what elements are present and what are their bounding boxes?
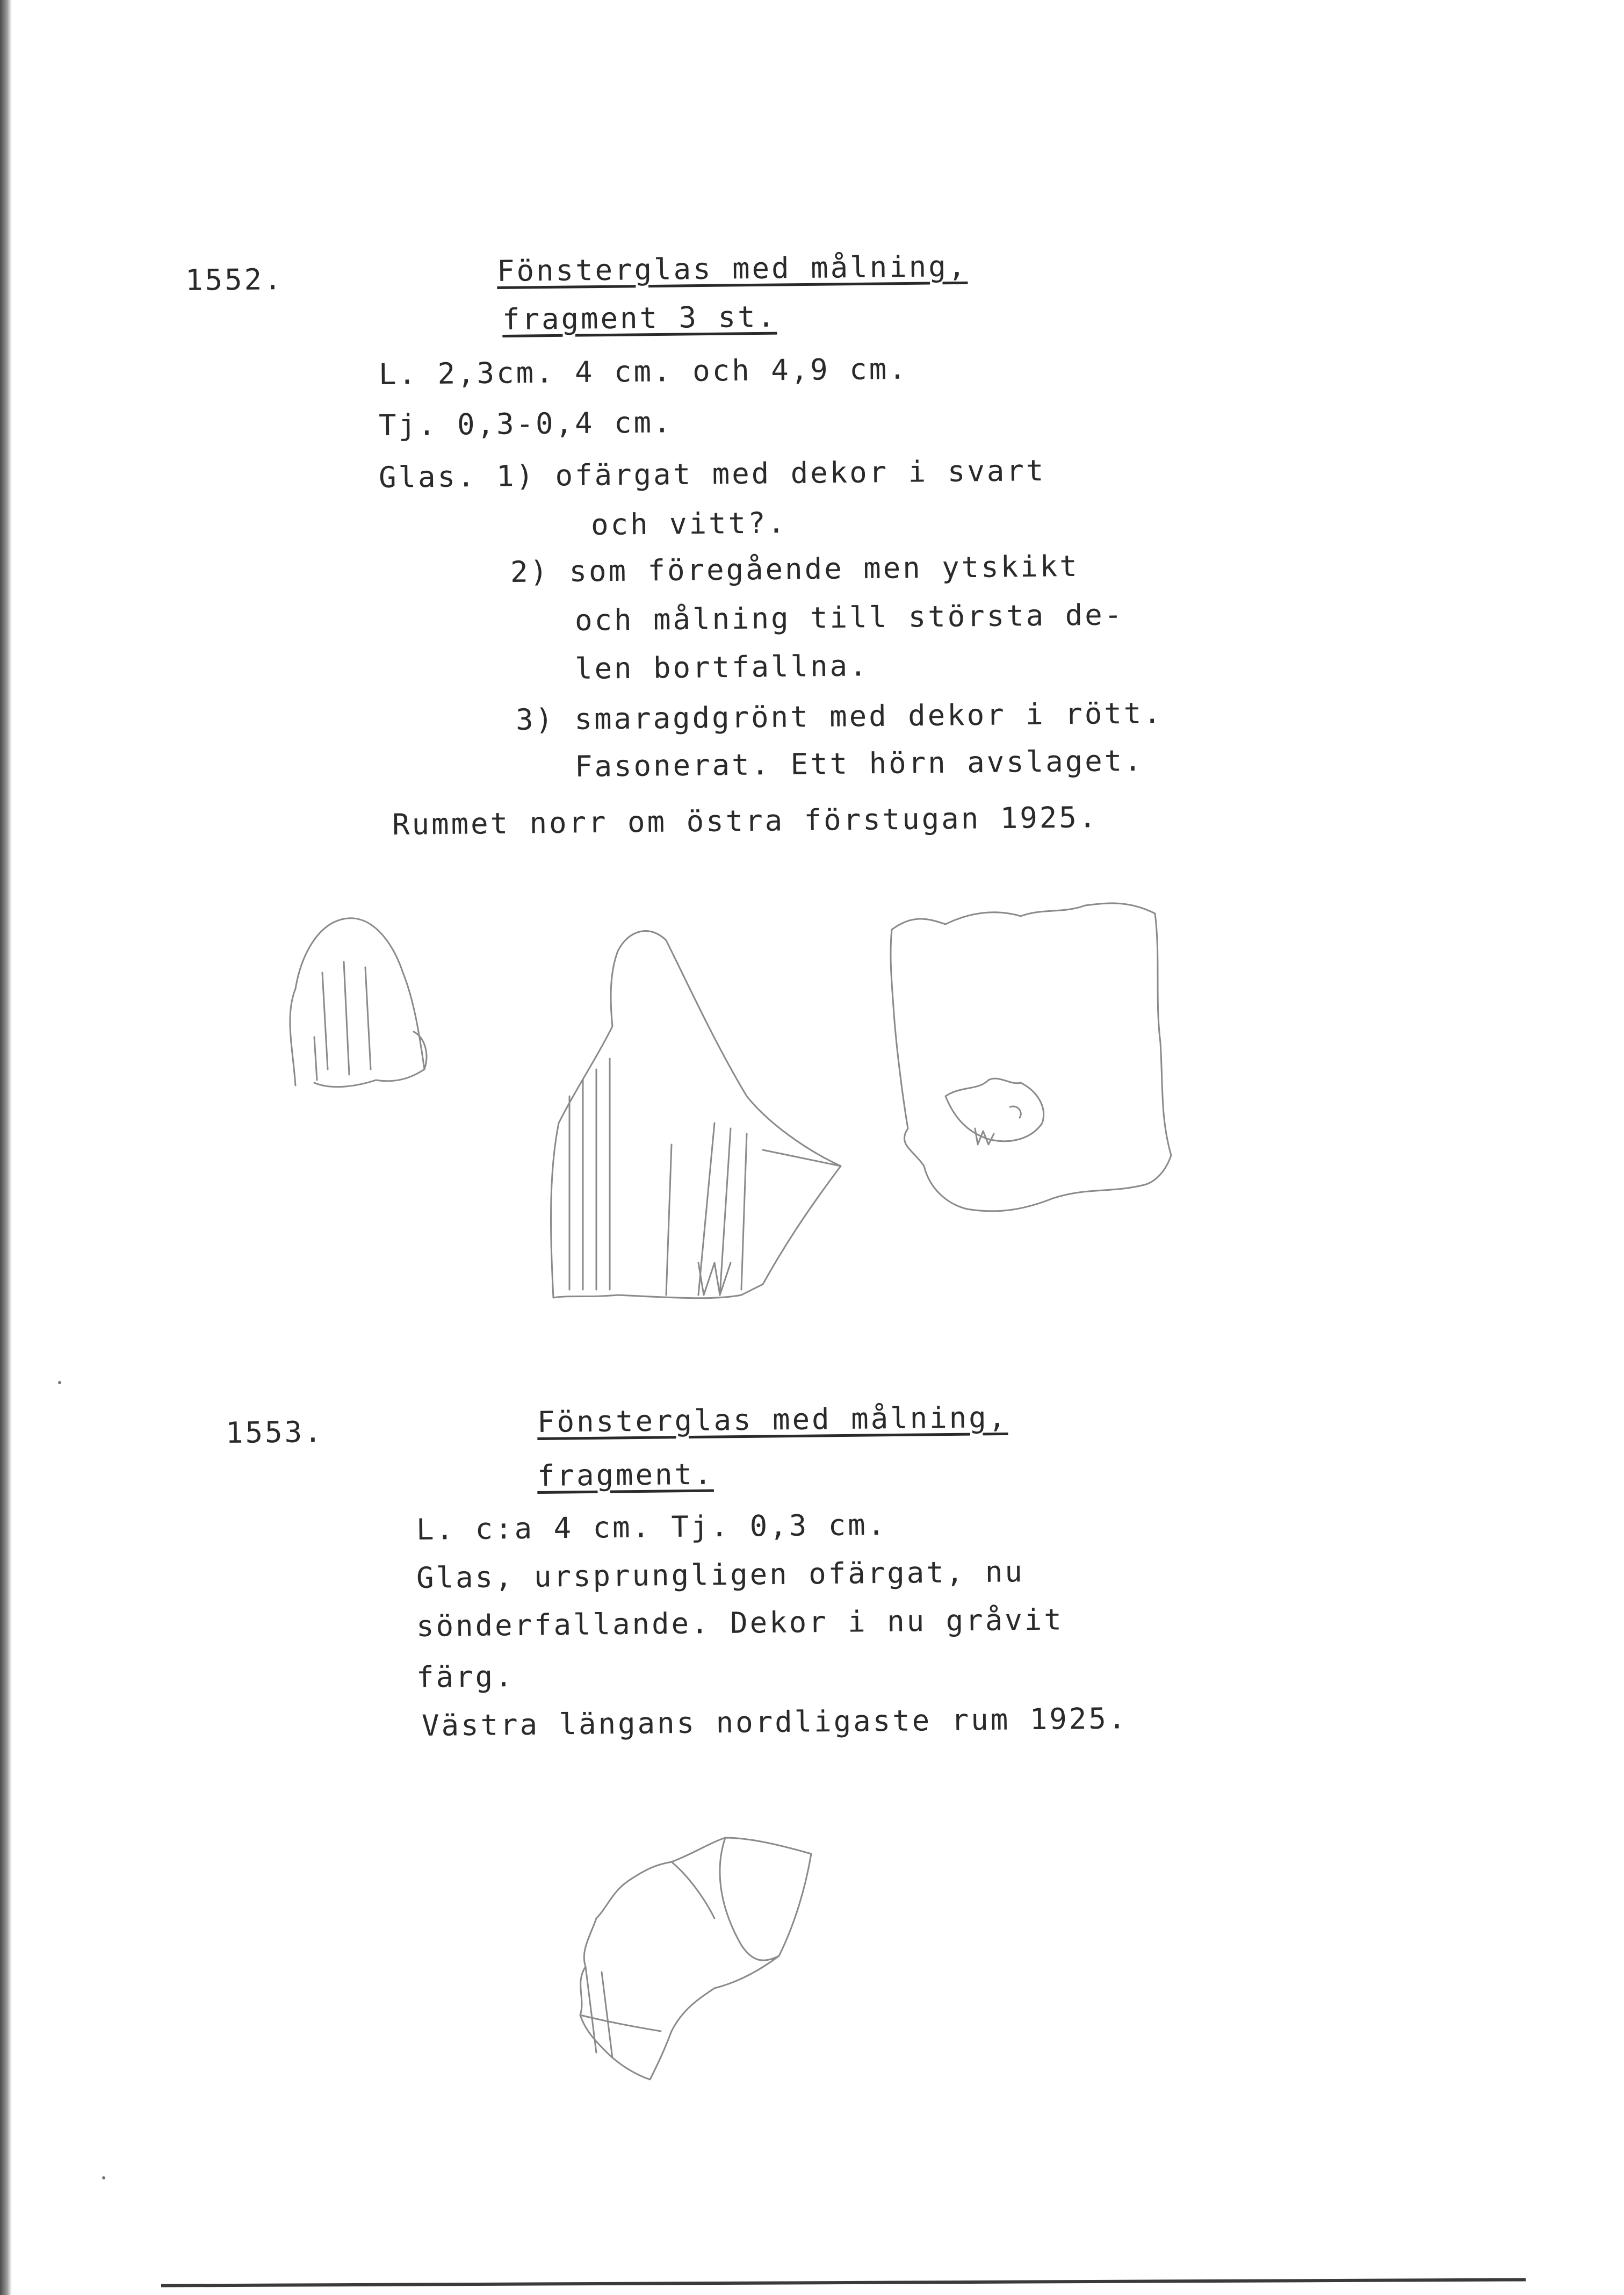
entry-line: Tj. 0,3-0,4 cm. bbox=[378, 405, 673, 442]
entry-heading-line1: Fönsterglas med målning, bbox=[496, 249, 968, 288]
entry-heading-line2: fragment. bbox=[537, 1457, 714, 1493]
entry-heading-line2: fragment 3 st. bbox=[502, 299, 777, 336]
bottom-rule-line bbox=[161, 2278, 1526, 2287]
entry-number: 1553. bbox=[225, 1415, 324, 1450]
paper-speck bbox=[102, 2176, 105, 2179]
entry-line: len bortfallna. bbox=[574, 649, 869, 686]
fragment-sketch-1 bbox=[263, 908, 457, 1102]
entry-line: L. 2,3cm. 4 cm. och 4,9 cm. bbox=[378, 351, 909, 391]
entry-line: färg. bbox=[416, 1659, 515, 1694]
entry-line: och målning till största de- bbox=[574, 598, 1124, 637]
entry-line: Västra längans nordligaste rum 1925. bbox=[421, 1701, 1128, 1743]
entry-line: Glas. 1) ofärgat med dekor i svart bbox=[378, 454, 1046, 494]
entry-line: Glas, ursprungligen ofärgat, nu bbox=[416, 1555, 1025, 1595]
entry-line: 3) smaragdgrönt med dekor i rött. bbox=[515, 696, 1164, 737]
fragment-sketch-2 bbox=[537, 919, 865, 1311]
paper-speck bbox=[58, 1381, 61, 1384]
entry-line: L. c:a 4 cm. Tj. 0,3 cm. bbox=[416, 1507, 887, 1546]
entry-line: och vitt?. bbox=[590, 506, 788, 542]
page-binding-edge bbox=[0, 0, 12, 2295]
fragment-sketch-4 bbox=[564, 1827, 833, 2096]
fragment-sketch-3 bbox=[881, 892, 1182, 1231]
entry-line: 2) som föregående men ytskikt bbox=[510, 549, 1080, 589]
entry-heading-line1: Fönsterglas med målning, bbox=[537, 1400, 1008, 1439]
entry-number: 1552. bbox=[185, 262, 284, 297]
entry-line: sönderfallande. Dekor i nu gråvit bbox=[416, 1602, 1064, 1643]
entry-line: Fasonerat. Ett hörn avslaget. bbox=[574, 743, 1144, 783]
entry-line: Rummet norr om östra förstugan 1925. bbox=[392, 800, 1099, 841]
